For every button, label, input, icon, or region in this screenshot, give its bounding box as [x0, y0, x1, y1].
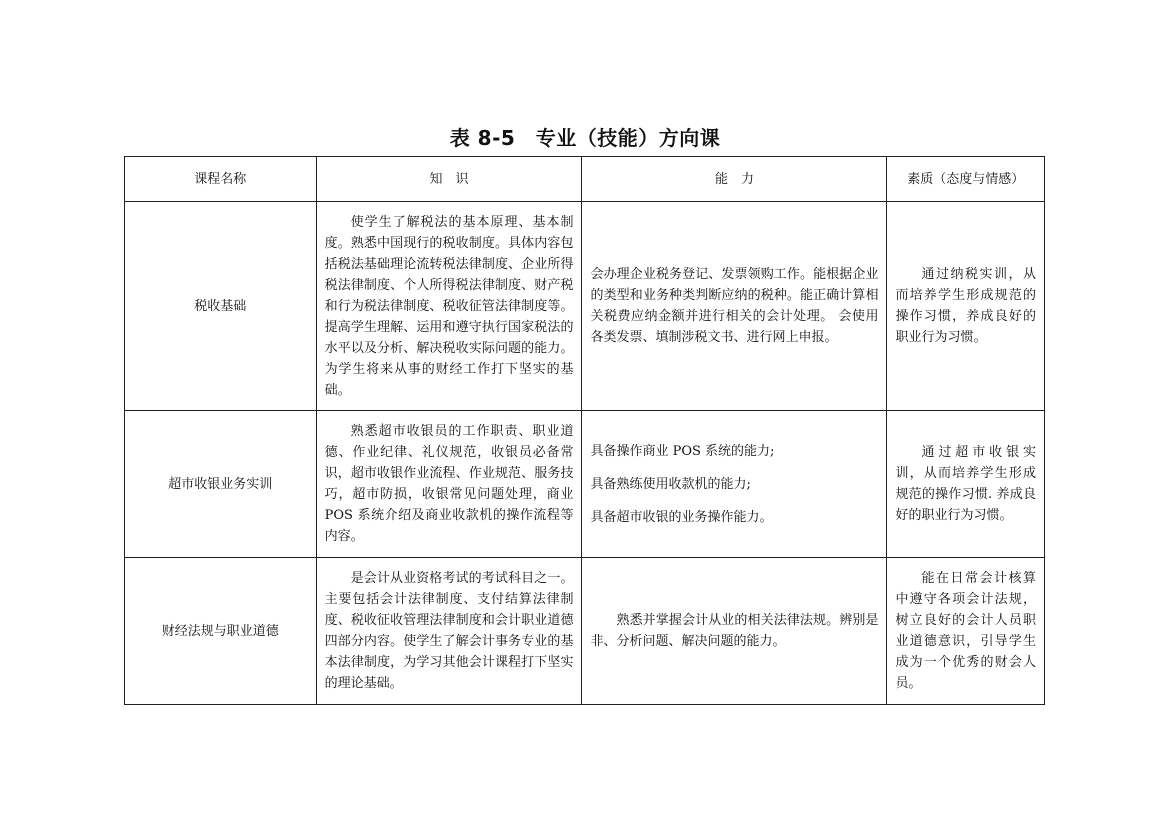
page-title: 表 8-5 专业（技能）方向课 — [449, 126, 721, 150]
table-row — [125, 411, 1045, 558]
course-name-cell: 超市收银业务实训 — [125, 411, 317, 558]
knowledge-cell — [316, 558, 582, 705]
quality-cell — [887, 202, 1045, 411]
ability-text: 熟悉并掌握会计从业的相关法律法规。辨别是非、分析问题、解决问题的能力。 — [590, 613, 879, 649]
table-row — [125, 558, 1045, 705]
ability-cell — [582, 558, 887, 705]
header-quality: 素质（态度与情感） — [887, 157, 1045, 202]
quality-text: 能在日常会计核算中遵守各项会计法规，树立良好的会计人员职业道德意识，引导学生成为一个优秀的财会人员。 — [895, 571, 1036, 691]
ability-line: 具备超市收银的业务操作能力。 — [590, 509, 773, 525]
header-knowledge: 知 识 — [316, 157, 582, 202]
knowledge-cell — [316, 411, 582, 558]
knowledge-text: 使学生了解税法的基本原理、基本制度。熟悉中国现行的税收制度。具体内容包括税法基础理论流转税法律制度、企业所得税法律制度、个人所得税法律制度、财产税和行为税法律制度、税收征管法律制度等。提高学生理解、运用和遵守执行国家税法的水平以及分析、解决税收实际问题的能力。为学生将来从事的财经工作打下坚实的基础。 — [324, 214, 574, 398]
ability-line: 具备熟练使用收款机的能力; — [590, 476, 751, 492]
ability-cell — [582, 202, 887, 411]
quality-cell — [887, 411, 1045, 558]
course-table — [124, 156, 1045, 705]
course-name-cell: 税收基础 — [125, 202, 317, 411]
table-row — [125, 202, 1045, 411]
ability-cell — [582, 411, 887, 558]
course-name-cell: 财经法规与职业道德 — [125, 558, 317, 705]
table-header-row — [125, 157, 1045, 202]
knowledge-text: 是会计从业资格考试的考试科目之一。主要包括会计法律制度、支付结算法律制度、税收征收管理法律制度和会计职业道德四部分内容。使学生了解会计事务专业的基本法律制度，为学习其他会计课程打下坚实的理论基础。 — [324, 571, 574, 691]
quality-text: 通过纳税实训，从而培养学生形成规范的操作习惯，养成良好的职业行为习惯。 — [895, 267, 1036, 345]
quality-cell — [887, 558, 1045, 705]
header-course-name: 课程名称 — [125, 157, 317, 202]
ability-text: 会办理企业税务登记、发票领购工作。能根据企业的类型和业务种类判断应纳的税种。能正确计算相关税费应纳金额并进行相关的会计处理。 会使用各类发票、填制涉税文书、进行网上申报。 — [590, 267, 879, 345]
knowledge-cell — [316, 202, 582, 411]
knowledge-text: 熟悉超市收银员的工作职责、职业道德、作业纪律、礼仪规范，收银员必备常识，超市收银作业流程、作业规范、服务技巧，超市防损，收银常见问题处理，商业 POS 系统介绍及商业收款机的操作流程等内容。 — [324, 424, 574, 544]
header-ability: 能 力 — [582, 157, 887, 202]
quality-text: 通过超市收银实训，从而培养学生形成规范的操作习惯. 养成良好的职业行为习惯。 — [895, 445, 1036, 523]
ability-line: 具备操作商业 POS 系统的能力; — [590, 443, 775, 459]
